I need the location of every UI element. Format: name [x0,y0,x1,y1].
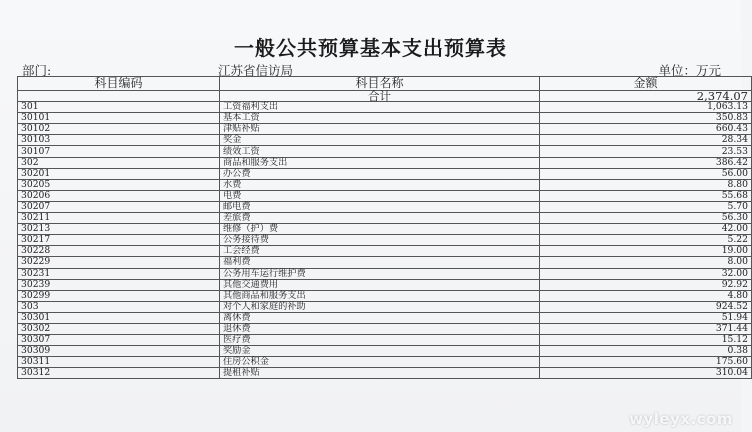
row-name-cell: 提租补贴 [220,368,540,379]
table-row [18,168,752,179]
row-name-cell: 维修（护）费 [220,224,540,235]
row-code-cell: 301 [18,102,220,113]
table-row [18,323,752,334]
row-amount-cell: 175.60 [540,357,752,368]
row-amount-cell: 55.68 [540,190,752,201]
row-name-cell: 医疗费 [220,335,540,346]
row-name-cell: 奖金 [220,135,540,146]
unit-label: 单位：万元 [658,63,721,78]
row-name-cell: 绩效工资 [220,146,540,157]
table-row [18,213,752,224]
table-row [18,357,752,368]
row-name-cell: 其他交通费用 [220,279,540,290]
row-code-cell: 30201 [18,168,220,179]
row-amount-cell: 5.22 [540,235,752,246]
budget-table [17,76,752,379]
row-name-cell: 电费 [220,190,540,201]
row-amount-cell: 660.43 [540,124,752,135]
row-amount-cell: 42.00 [540,224,752,235]
row-code-cell: 30309 [18,346,220,357]
row-amount-cell: 51.94 [540,312,752,323]
table-row [18,368,752,379]
row-amount-cell: 371.44 [540,323,752,334]
table-row [18,146,752,157]
row-code-cell: 30207 [18,201,220,212]
row-amount-cell: 1,063.13 [540,102,752,113]
row-name-cell: 商品和服务支出 [220,157,540,168]
row-code-cell: 302 [18,157,220,168]
department-name: 江苏省信访局 [218,63,294,78]
row-code-cell: 30311 [18,357,220,368]
row-amount-cell: 350.83 [540,113,752,124]
table-row [18,257,752,268]
column-header-name: 科目名称 [220,77,540,91]
row-name-cell: 其他商品和服务支出 [220,290,540,301]
row-name-cell: 退休费 [220,323,540,334]
table-row [18,346,752,357]
row-amount-cell: 310.04 [540,368,752,379]
row-code-cell: 30107 [18,146,220,157]
row-code-cell: 30307 [18,335,220,346]
table-row [18,235,752,246]
row-amount-cell: 23.53 [540,146,752,157]
row-code-cell: 30231 [18,268,220,279]
column-header-amount: 金额 [540,77,752,91]
table-row [18,312,752,323]
row-amount-cell: 8.00 [540,257,752,268]
table-row [18,279,752,290]
table-row [18,335,752,346]
row-code-cell: 30206 [18,190,220,201]
row-name-cell: 住房公积金 [220,357,540,368]
row-code-cell: 30205 [18,179,220,190]
row-amount-cell: 924.52 [540,301,752,312]
row-name-cell: 工会经费 [220,246,540,257]
row-code-cell: 30101 [18,113,220,124]
row-code-cell: 30228 [18,246,220,257]
table-row [18,102,752,113]
row-code-cell: 30312 [18,368,220,379]
row-amount-cell: 28.34 [540,135,752,146]
row-name-cell: 公务用车运行维护费 [220,268,540,279]
row-code-cell: 30229 [18,257,220,268]
table-row [18,124,752,135]
row-code-cell: 30102 [18,124,220,135]
total-amount: 2,374.07 [540,91,752,102]
row-amount-cell: 32.00 [540,268,752,279]
table-row [18,201,752,212]
total-row [18,91,752,102]
row-amount-cell: 4.80 [540,290,752,301]
row-amount-cell: 8.80 [540,179,752,190]
row-name-cell: 水费 [220,179,540,190]
row-name-cell: 邮电费 [220,201,540,212]
row-code-cell: 303 [18,301,220,312]
table-row [18,290,752,301]
table-row [18,113,752,124]
table-row [18,268,752,279]
row-name-cell: 办公费 [220,168,540,179]
table-row [18,224,752,235]
column-header-code: 科目编码 [18,77,220,91]
table-row [18,190,752,201]
row-amount-cell: 0.38 [540,346,752,357]
total-label: 合计 [220,91,540,102]
table-row [18,246,752,257]
page-title: 一般公共预算基本支出预算表 [234,36,507,60]
row-code-cell: 30299 [18,290,220,301]
row-amount-cell: 56.00 [540,168,752,179]
row-amount-cell: 19.00 [540,246,752,257]
table-row [18,301,752,312]
total-code-cell [18,91,220,102]
row-code-cell: 30103 [18,135,220,146]
row-amount-cell: 386.42 [540,157,752,168]
row-amount-cell: 92.92 [540,279,752,290]
row-name-cell: 福利费 [220,257,540,268]
row-code-cell: 30239 [18,279,220,290]
row-name-cell: 对个人和家庭的补助 [220,301,540,312]
row-name-cell: 差旅费 [220,213,540,224]
site-watermark: wyleyx.com [629,410,733,428]
row-name-cell: 公务接待费 [220,235,540,246]
row-name-cell: 工资福利支出 [220,102,540,113]
row-name-cell: 奖励金 [220,346,540,357]
row-code-cell: 30217 [18,235,220,246]
table-row [18,157,752,168]
row-name-cell: 基本工资 [220,113,540,124]
department-label: 部门: [22,63,52,78]
row-name-cell: 津贴补贴 [220,124,540,135]
row-amount-cell: 5.70 [540,201,752,212]
row-code-cell: 30213 [18,224,220,235]
row-code-cell: 30301 [18,312,220,323]
row-name-cell: 离休费 [220,312,540,323]
table-row [18,179,752,190]
row-code-cell: 30302 [18,323,220,334]
table-row [18,135,752,146]
row-amount-cell: 15.12 [540,335,752,346]
row-code-cell: 30211 [18,213,220,224]
row-amount-cell: 56.30 [540,213,752,224]
